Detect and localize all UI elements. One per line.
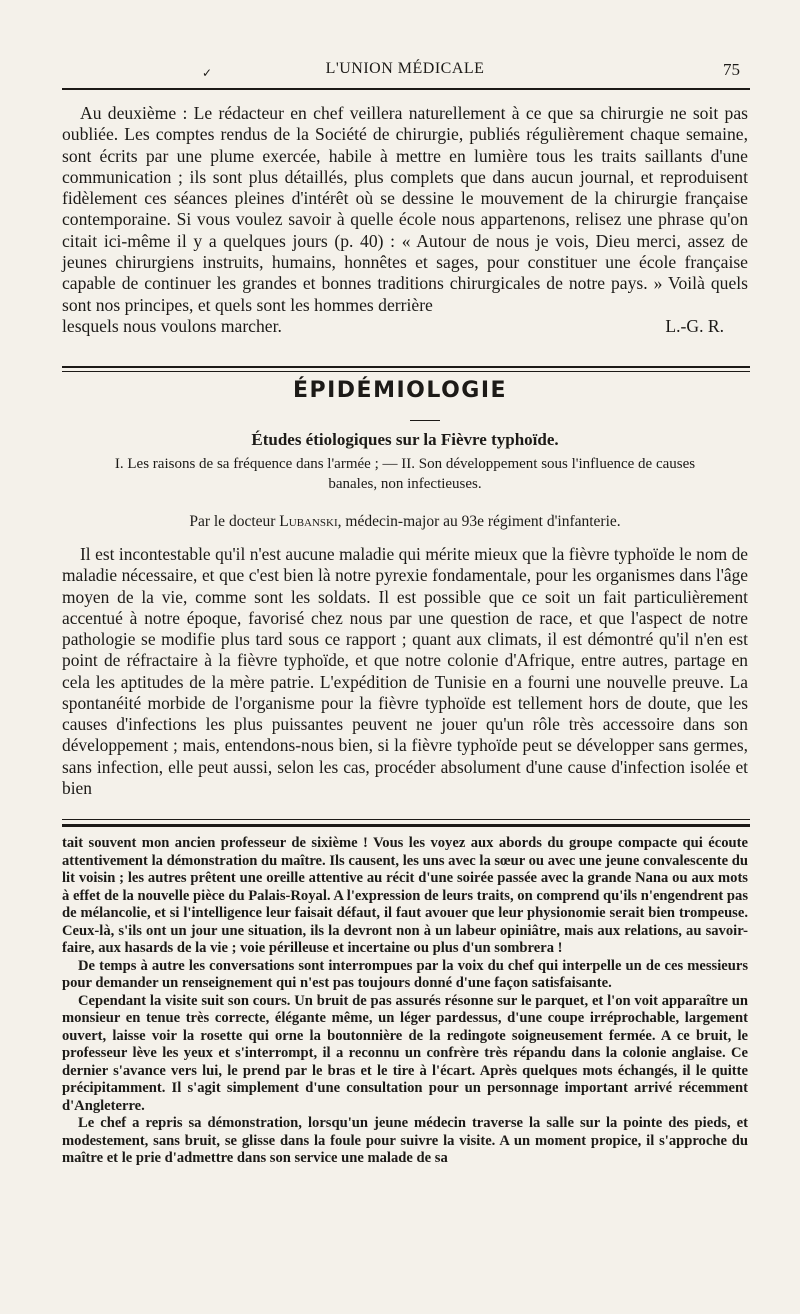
top-article-last-line: lesquels nous voulons marcher. bbox=[62, 315, 282, 336]
feuilleton-rule-bottom bbox=[62, 824, 750, 827]
outline-line-2: banales, non infectieuses. bbox=[328, 476, 482, 492]
author-signature: L.-G. R. bbox=[665, 315, 724, 336]
section-heading: ÉPIDÉMIOLOGIE bbox=[292, 378, 508, 403]
feuilleton-paragraph-2: De temps à autre les conversations sont interrompues par la voix du chef qui interpelle un de ces messieurs pour demander un renseignement qui n'est pas toujours donné d'une façon satisfaisante. bbox=[62, 957, 748, 991]
section-rule-bottom bbox=[62, 371, 750, 372]
article-body: Il est incontestable qu'il n'est aucune maladie qui mérite mieux que la fièvre typhoïde le nom de maladie nécessaire, et que c'est bien là notre pyrexie fondamentale, pour les organismes dans l'âge moyen de la vie, comme sont les soldats. Il est possible que ce soit un fait particulièrement accentué à notre époque, favorisé chez nous par une question de race, et que l'aspect de notre pathologie se modifie plus tard sous ce rapport ; quant aux climats, il est démontré qu'il n'en est point de réfractaire à la fièvre typhoïde, et que notre colonie d'Afrique, entre autres, partage en cela les aptitudes de la mère patrie. L'expédition de Tunisie en a fourni une nouvelle preuve. La spontanéité morbide de l'organisme pour la fièvre typhoïde est tellement hors de doute, que les causes d'infections les plus puissantes peuvent ne jouer qu'un rôle très accessoire dans son développement ; mais, entendons-nous bien, si la fièvre typhoïde peut se développer sans germes, sans infection, elle peut aussi, selon les cas, procéder absolument d'une cause d'infection isolée et bien bbox=[62, 544, 748, 798]
article-byline bbox=[62, 513, 748, 531]
page-number: 75 bbox=[723, 60, 740, 79]
outline-line-1: I. Les raisons de sa fréquence dans l'armée ; — II. Son développement sous l'influence de causes bbox=[114, 456, 696, 472]
article-subtitle: Études étiologiques sur la Fièvre typhoïde. bbox=[251, 430, 559, 449]
pencil-mark-icon: ✓ bbox=[202, 66, 213, 80]
top-article-text bbox=[62, 103, 748, 337]
byline-author: Lubanski bbox=[279, 513, 338, 530]
byline-suffix: , médecin-major au 93e régiment d'infanterie. bbox=[337, 513, 621, 530]
feuilleton-paragraph-1: tait souvent mon ancien professeur de sixième ! Vous les voyez aux abords du groupe compacte qui écoute attentivement la démonstration du maître. Ils causent, les uns avec la sœur ou avec une jeune convalescente du lit voisin ; les autres prêtent une oreille attentive au récit d'une soirée passée avec la grande Nana ou aux mots à effet de la nouvelle pièce du Palais-Royal. A l'expression de leurs traits, on comprend qu'ils n'engendrent pas de mélancolie, et si l'intelligence leur faisait défaut, il faut avouer que leur physionomie serait bien trompeuse. Ceux-là, s'ils ont un jour une situation, ils la devront non à un labeur opiniâtre, mais aux relations, au savoir-faire, aux hasards de la vie ; voie périlleuse et incertaine ou plus d'un sombrera ! bbox=[62, 835, 748, 956]
journal-title: L'UNION MÉDICALE bbox=[325, 60, 485, 77]
header-rule bbox=[62, 88, 750, 90]
feuilleton-column bbox=[62, 835, 748, 1168]
byline-prefix: Par le docteur bbox=[189, 513, 280, 530]
section-rule-top bbox=[62, 366, 750, 368]
feuilleton-paragraph-3: Cependant la visite suit son cours. Un bruit de pas assurés résonne sur le parquet, et l'on voit apparaître un monsieur en tenue très correcte, élégante même, un léger pardessus, d'une coupe irréprochable, largement ouvert, laisse voir la rosette qui orne la boutonnière de la redingote soigneusement fermée. A ce bruit, le professeur lève les yeux et s'interrompt, il a reconnu un confrère très répandu dans la colonie anglaise. Ce dernier s'avance vers lui, le prend par le bras et le tire à l'écart. Après quelques mots échangés, il le quitte précipitamment. Il s'agit simplement d'une consultation pour un personnage important arrivé récemment d'Angleterre. bbox=[62, 992, 748, 1114]
signature-line bbox=[62, 316, 748, 337]
subtitle-divider bbox=[410, 420, 440, 421]
article-outline bbox=[62, 454, 748, 494]
feuilleton-paragraph-4: Le chef a repris sa démonstration, lorsqu'un jeune médecin traverse la salle sur la pointe des pieds, et modestement, sans bruit, se glisse dans la foule pour suivre la visite. A un moment propice, il s'approche du maître et le prie d'admettre dans son service une malade de sa bbox=[62, 1115, 748, 1166]
feuilleton-rule-top bbox=[62, 819, 750, 820]
running-header bbox=[62, 60, 748, 82]
top-article-body: Au deuxième : Le rédacteur en chef veillera naturellement à ce que sa chirurgie ne soit pas oubliée. Les comptes rendus de la Société de chirurgie, publiés régulièrement chaque semaine, sont écrits par une plume exercée, habile à mettre en lumière tous les traits saillants d'une communication ; ils sont plus détaillés, plus complets que dans aucun journal, et reproduisent fidèlement ces séances pleines d'intérêt où se dessine le mouvement de la chirurgie française contemporaine. Si vous voulez savoir à quelle école nous appartenons, relisez une phrase qu'on citait ici-même il y a quelques jours (p. 40) : « Autour de nous je vois, Dieu merci, assez de jeunes chirurgiens instruits, humains, honnêtes et sages, pour constituer une école française capable de continuer les grandes et bonnes traditions chirurgicales de notre pays. » Voilà quels sont nos principes, et quels sont les hommes derrière bbox=[62, 103, 748, 315]
